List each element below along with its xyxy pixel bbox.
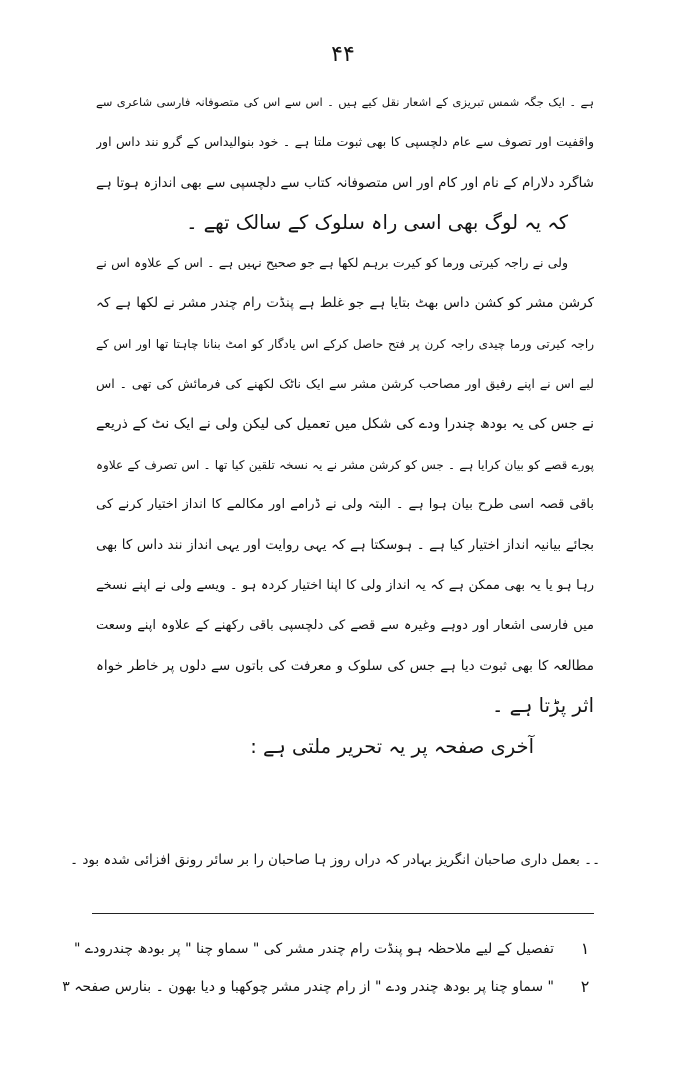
text-line: بجائے بیانیہ انداز اختیار کیا ہے ۔ ہوسکتا ہے کہ یہی روایت اور یہی انداز نند داس کا بھی (96, 537, 594, 554)
footnote-number: ۱ (580, 939, 590, 958)
text-line: ہے ۔ ایک جگہ شمس تبریزی کے اشعار نقل کیے ہیں ۔ اس سے اس کی متصوفانہ فارسی شاعری سے (96, 95, 594, 109)
text-line: ولی نے راجہ کیرتی ورما کو کیرت برہم لکھا ہے جو صحیح نہیں ہے ۔ اس کے علاوہ اس نے (96, 255, 568, 271)
text-line: کہ یہ لوگ بھی اسی راہ سلوک کے سالک تھے ۔ (186, 210, 568, 234)
text-line: لیے اس نے اپنے رفیق اور مصاحب کرشن مشر سے ایک ناٹک لکھنے کی فرمائش کی تھی ۔ اس (96, 376, 594, 392)
footnote-text: " سماو چنا پر بودھ چندر ودے " از رام چندر مشر چوکھبا و دیا بھون ۔ بنارس صفحہ ۳ (62, 979, 554, 995)
text-line: پورے قصے کو بیان کرایا ہے ۔ جس کو کرشن مشر نے یہ نسخہ تلقین کیا تھا ۔ اس تصرف کے علاوہ (96, 457, 594, 472)
page-number: ۴۴ (331, 42, 355, 67)
footnotes (60, 930, 600, 1006)
text-line: نے جس کی یہ بودھ چندرا ودے کی شکل میں تعمیل کی لیکن ولی نے ایک نٹ کے ذریعے (96, 416, 594, 433)
footnote-divider (92, 913, 594, 914)
text-line: واقفیت اور تصوف سے عام دلچسپی کا بھی ثبوت ملتا ہے ۔ خود بنوالیداس کے گرو نند داس اور (96, 134, 594, 150)
footnote (60, 968, 600, 1006)
text-line: اثر پڑتا ہے ۔ (491, 694, 594, 718)
quoted-inscription: ۔۔ بعمل داری صاحبان انگریز بہادر کہ دراں روز ہا صاحبان را بر سائر رونق افزائی شدہ بود ۔ (70, 852, 600, 868)
text-line: کرشن مشر کو کشن داس بھٹ بتایا ہے جو غلط ہے پنڈت رام چندر مشر نے لکھا ہے کہ (96, 295, 594, 312)
body-text (96, 82, 594, 767)
footnote-number: ۲ (580, 977, 590, 996)
footnote-text: تفصیل کے لیے ملاحظہ ہو پنڈت رام چندر مشر کی " سماو چنا " پر بودھ چندرودے " (73, 941, 554, 957)
footnote (60, 930, 600, 968)
text-line: میں فارسی اشعار اور دوہے وغیرہ سے قصے کی دلچسپی باقی رکھنے کے علاوہ اپنے وسعت (96, 617, 594, 633)
text-line: مطالعہ کا بھی ثبوت دیا ہے جس کی سلوک و معرفت کی باتوں سے دلوں پر خاطر خواہ (96, 658, 594, 675)
quote-intro: آخری صفحہ پر یہ تحریر ملتی ہے : (250, 734, 534, 758)
text-line: رہا ہو یا یہ بھی ممکن ہے کہ یہ انداز ولی کا اپنا اختیار کردہ ہو ۔ ویسے ولی نے اپنے نسخے (96, 577, 594, 593)
text-line: راجہ کیرتی ورما چیدی راجہ کرن پر فتح حاصل کرکے اس یادگار کو امٹ بنانا چاہتا تھا اور اس کے (96, 336, 594, 351)
text-line: شاگرد دلارام کے نام اور کام اور اس متصوفانہ کتاب سے دلچسپی سے بھی اندازہ ہوتا ہے (96, 174, 594, 191)
text-line: باقی قصہ اسی طرح بیان ہوا ہے ۔ البتہ ولی نے ڈرامے اور مکالمے کا انداز اختیار کرنے کی (96, 496, 594, 512)
